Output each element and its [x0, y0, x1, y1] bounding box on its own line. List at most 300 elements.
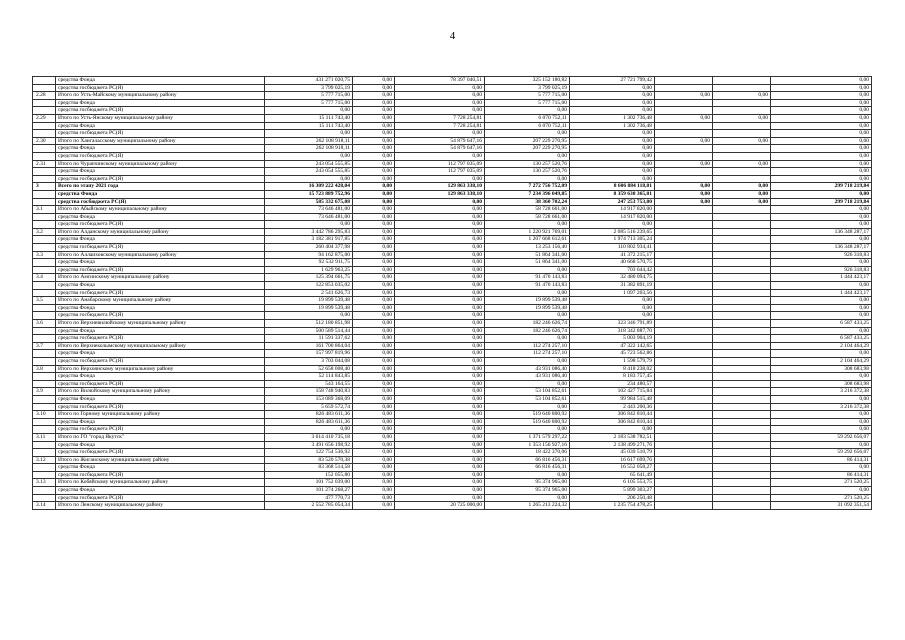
row-name: средства Фонда — [56, 99, 265, 107]
amount-cell — [655, 228, 713, 236]
amount-cell: 0,00 — [395, 259, 485, 267]
amount-cell: 271 520,25 — [771, 494, 872, 502]
row-number — [33, 213, 56, 221]
amount-cell: 206 250,48 — [570, 494, 655, 502]
table-row — [33, 297, 872, 305]
row-number — [33, 221, 56, 229]
amount-cell: 19 899 539,48 — [265, 304, 353, 312]
amount-cell: 0,00 — [655, 198, 713, 206]
amount-cell: 0,00 — [485, 266, 570, 274]
amount-cell: 86 414,31 — [771, 456, 872, 464]
amount-cell — [713, 395, 771, 403]
amount-cell: 0,00 — [771, 411, 872, 419]
amount-cell: 0,00 — [771, 137, 872, 145]
row-name: Итого по Амгинскому муниципальному району — [56, 274, 265, 282]
amount-cell: 0,00 — [353, 190, 395, 198]
amount-cell: 0,00 — [485, 107, 570, 115]
amount-cell — [655, 282, 713, 290]
amount-cell — [713, 350, 771, 358]
table-row — [33, 190, 872, 198]
table-row — [33, 357, 872, 365]
amount-cell: 91 470 143,83 — [485, 274, 570, 282]
amount-cell: 0,00 — [395, 335, 485, 343]
row-number — [33, 190, 56, 198]
amount-cell: 0,00 — [353, 266, 395, 274]
amount-cell: 0,00 — [353, 168, 395, 176]
row-name: средства госбюджета РС(Я) — [56, 426, 265, 434]
amount-cell: 54 879 647,16 — [395, 137, 485, 145]
amount-cell — [655, 327, 713, 335]
row-number: 2.31 — [33, 160, 56, 168]
amount-cell: 58 728 661,00 — [485, 206, 570, 214]
amount-cell: 0,00 — [395, 297, 485, 305]
row-name: средства госбюджета РС(Я) — [56, 380, 265, 388]
amount-cell: 2 104 464,29 — [771, 357, 872, 365]
amount-cell: 0,00 — [353, 114, 395, 122]
amount-cell — [713, 130, 771, 138]
row-number — [33, 152, 56, 160]
amount-cell: 0,00 — [353, 77, 395, 85]
table-row — [33, 114, 872, 122]
amount-cell: 0,00 — [353, 160, 395, 168]
table-row — [33, 471, 872, 479]
amount-cell — [713, 213, 771, 221]
amount-cell: 0,00 — [395, 289, 485, 297]
amount-cell: 182 246 626,74 — [485, 320, 570, 328]
amount-cell: 0,00 — [570, 107, 655, 115]
amount-cell: 0,00 — [395, 99, 485, 107]
amount-cell — [655, 297, 713, 305]
table-row — [33, 289, 872, 297]
amount-cell: 0,00 — [353, 221, 395, 229]
amount-cell — [713, 456, 771, 464]
amount-cell: 19 899 539,48 — [485, 297, 570, 305]
amount-cell: 130 257 520,76 — [485, 168, 570, 176]
amount-cell: 0,00 — [395, 471, 485, 479]
amount-cell: 0,00 — [771, 259, 872, 267]
amount-cell: 0,00 — [353, 335, 395, 343]
amount-cell: 0,00 — [353, 236, 395, 244]
table-row — [33, 373, 872, 381]
amount-cell: 5 659 572,74 — [265, 403, 353, 411]
table-row — [33, 411, 872, 419]
amount-cell: 8 606 884 118,01 — [570, 183, 655, 191]
amount-cell: 2 443 200,36 — [570, 403, 655, 411]
amount-cell: 0,00 — [570, 145, 655, 153]
amount-cell: 110 802 934,41 — [570, 244, 655, 252]
amount-cell: 6 587 433,25 — [771, 335, 872, 343]
table-row — [33, 259, 872, 267]
amount-cell — [713, 84, 771, 92]
amount-cell: 0,00 — [395, 221, 485, 229]
amount-cell: 112 797 035,09 — [395, 160, 485, 168]
row-name: средства госбюджета РС(Я) — [56, 471, 265, 479]
amount-cell: 122 853 035,02 — [265, 282, 353, 290]
table-row — [33, 380, 872, 388]
amount-cell: 65 641,49 — [570, 471, 655, 479]
amount-cell: 6 105 553,75 — [570, 479, 655, 487]
row-number: 3.12 — [33, 456, 56, 464]
amount-cell: 0,00 — [395, 198, 485, 206]
amount-cell: 0,00 — [485, 357, 570, 365]
amount-cell: 519 640 800,92 — [485, 411, 570, 419]
row-name: средства госбюджета РС(Я) — [56, 198, 265, 206]
table-row — [33, 464, 872, 472]
amount-cell: 0,00 — [353, 244, 395, 252]
row-name: средства госбюджета РС(Я) — [56, 152, 265, 160]
amount-cell: 0,00 — [395, 380, 485, 388]
amount-cell: 7 728 254,81 — [395, 122, 485, 130]
amount-cell: 0,00 — [570, 426, 655, 434]
table-row — [33, 221, 872, 229]
amount-cell: 182 246 626,74 — [485, 327, 570, 335]
table-row — [33, 350, 872, 358]
amount-cell: 15 723 889 752,96 — [265, 190, 353, 198]
amount-cell: 15 111 743,40 — [265, 114, 353, 122]
amount-cell — [713, 152, 771, 160]
amount-cell — [655, 479, 713, 487]
amount-cell: 318 342 887,70 — [570, 327, 655, 335]
amount-cell: 0,00 — [353, 373, 395, 381]
amount-cell: 0,00 — [713, 198, 771, 206]
amount-cell — [655, 266, 713, 274]
amount-cell: 3 799 025,19 — [265, 84, 353, 92]
row-name: средства госбюджета РС(Я) — [56, 130, 265, 138]
amount-cell: 112 797 035,09 — [395, 168, 485, 176]
amount-cell: 0,00 — [353, 320, 395, 328]
amount-cell — [713, 327, 771, 335]
amount-cell: 2 183 538 782,51 — [570, 433, 655, 441]
row-number — [33, 236, 56, 244]
amount-cell: 0,00 — [570, 152, 655, 160]
amount-cell — [713, 441, 771, 449]
row-number — [33, 244, 56, 252]
amount-cell: 247 253 753,00 — [570, 198, 655, 206]
amount-cell: 19 899 539,48 — [265, 297, 353, 305]
row-number — [33, 335, 56, 343]
row-name: средства Фонда — [56, 304, 265, 312]
table-row — [33, 342, 872, 350]
row-name: средства госбюджета РС(Я) — [56, 335, 265, 343]
amount-cell: 0,00 — [353, 464, 395, 472]
amount-cell: 260 404 377,98 — [265, 244, 353, 252]
row-name: средства госбюджета РС(Я) — [56, 289, 265, 297]
amount-cell — [713, 357, 771, 365]
row-name: Итого по Анабарскому муниципальному району — [56, 297, 265, 305]
table-row — [33, 449, 872, 457]
amount-cell — [655, 335, 713, 343]
amount-cell: 2 104 464,29 — [771, 342, 872, 350]
amount-cell: 99 984 515,48 — [570, 395, 655, 403]
table-row — [33, 266, 872, 274]
amount-cell: 0,00 — [771, 175, 872, 183]
amount-cell: 8 183 757,45 — [570, 373, 655, 381]
row-name: Итого по Усть-Майскому муниципальному району — [56, 92, 265, 100]
row-number — [33, 418, 56, 426]
amount-cell: 0,00 — [570, 175, 655, 183]
amount-cell: 5 777 715,00 — [485, 92, 570, 100]
amount-cell: 0,00 — [771, 312, 872, 320]
table-row — [33, 456, 872, 464]
amount-cell: 0,00 — [485, 335, 570, 343]
amount-cell: 0,00 — [771, 145, 872, 153]
amount-cell — [655, 221, 713, 229]
amount-cell — [713, 373, 771, 381]
row-number: 3.9 — [33, 388, 56, 396]
amount-cell: 59 292 656,07 — [771, 433, 872, 441]
amount-cell: 1 974 713 305,24 — [570, 236, 655, 244]
row-number — [33, 380, 56, 388]
amount-cell: 431 271 020,75 — [265, 77, 353, 85]
amount-cell: 31 382 891,19 — [570, 282, 655, 290]
amount-cell: 1 444 423,17 — [771, 274, 872, 282]
amount-cell — [713, 403, 771, 411]
amount-cell — [713, 494, 771, 502]
amount-cell: 0,00 — [353, 137, 395, 145]
amount-cell: 0,00 — [395, 274, 485, 282]
row-number — [33, 84, 56, 92]
amount-cell — [713, 251, 771, 259]
amount-cell — [655, 130, 713, 138]
amount-cell: 0,00 — [485, 494, 570, 502]
row-number — [33, 403, 56, 411]
amount-cell: 0,00 — [395, 403, 485, 411]
amount-cell: 0,00 — [395, 251, 485, 259]
amount-cell: 0,00 — [353, 426, 395, 434]
row-number — [33, 327, 56, 335]
amount-cell: 0,00 — [570, 137, 655, 145]
row-name: средства госбюджета РС(Я) — [56, 84, 265, 92]
row-name: средства Фонда — [56, 441, 265, 449]
amount-cell — [713, 282, 771, 290]
amount-cell — [713, 289, 771, 297]
amount-cell — [713, 221, 771, 229]
amount-cell — [713, 168, 771, 176]
amount-cell: 5 899 303,27 — [570, 487, 655, 495]
amount-cell: 0,00 — [485, 471, 570, 479]
row-number — [33, 168, 56, 176]
amount-cell: 0,00 — [771, 297, 872, 305]
amount-cell: 243 054 555,85 — [265, 160, 353, 168]
row-name: средства Фонда — [56, 418, 265, 426]
amount-cell: 0,00 — [353, 107, 395, 115]
amount-cell: 86 414,31 — [771, 471, 872, 479]
amount-cell: 0,00 — [771, 395, 872, 403]
amount-cell: 7 272 756 752,09 — [485, 183, 570, 191]
amount-cell: 0,00 — [353, 502, 395, 510]
amount-cell: 0,00 — [395, 320, 485, 328]
amount-cell: 101 752 039,00 — [265, 479, 353, 487]
table-row — [33, 395, 872, 403]
amount-cell: 0,00 — [485, 403, 570, 411]
amount-cell — [713, 426, 771, 434]
table-row — [33, 487, 872, 495]
amount-cell: 1 598 579,79 — [570, 357, 655, 365]
amount-cell: 0,00 — [771, 190, 872, 198]
amount-cell — [713, 433, 771, 441]
table-row — [33, 304, 872, 312]
table-row — [33, 137, 872, 145]
table-row — [33, 479, 872, 487]
amount-cell: 519 640 800,92 — [485, 418, 570, 426]
amount-cell: 112 274 257,10 — [485, 342, 570, 350]
amount-cell: 78 397 040,51 — [395, 77, 485, 85]
amount-cell: 19 899 539,48 — [485, 304, 570, 312]
amount-cell: 0,00 — [353, 487, 395, 495]
amount-cell: 0,00 — [353, 433, 395, 441]
row-number — [33, 122, 56, 130]
amount-cell: 1 629 963,25 — [265, 266, 353, 274]
row-number — [33, 373, 56, 381]
row-number — [33, 99, 56, 107]
row-name: средства госбюджета РС(Я) — [56, 357, 265, 365]
amount-cell: 306 842 810,44 — [570, 411, 655, 419]
amount-cell: 512 180 851,98 — [265, 320, 353, 328]
amount-cell: 43 931 086,40 — [485, 365, 570, 373]
amount-cell: 3 491 656 198,92 — [265, 441, 353, 449]
amount-cell: 0,00 — [265, 312, 353, 320]
table-row — [33, 77, 872, 85]
amount-cell: 308 683,98 — [771, 365, 872, 373]
amount-cell: 125 394 661,75 — [265, 274, 353, 282]
amount-cell: 14 917 820,00 — [570, 213, 655, 221]
amount-cell: 0,00 — [655, 190, 713, 198]
amount-cell: 0,00 — [771, 426, 872, 434]
amount-cell — [655, 122, 713, 130]
row-number — [33, 259, 56, 267]
row-number — [33, 266, 56, 274]
amount-cell: 0,00 — [353, 471, 395, 479]
amount-cell: 0,00 — [353, 130, 395, 138]
amount-cell — [713, 304, 771, 312]
amount-cell: 0,00 — [395, 395, 485, 403]
amount-cell: 0,00 — [395, 92, 485, 100]
amount-cell: 0,00 — [771, 107, 872, 115]
amount-cell: 0,00 — [353, 206, 395, 214]
row-number — [33, 395, 56, 403]
amount-cell: 95 374 965,00 — [485, 479, 570, 487]
amount-cell: 58 728 661,00 — [485, 213, 570, 221]
amount-cell: 0,00 — [771, 441, 872, 449]
amount-cell: 0,00 — [353, 350, 395, 358]
amount-cell — [655, 456, 713, 464]
data-table — [32, 76, 872, 510]
row-name: Итого по Верхоянскому муниципальному району — [56, 365, 265, 373]
row-name: средства госбюджета РС(Я) — [56, 494, 265, 502]
amount-cell — [655, 350, 713, 358]
amount-cell: 0,00 — [713, 114, 771, 122]
amount-cell: 0,00 — [771, 304, 872, 312]
amount-cell: 2 552 785 054,34 — [265, 502, 353, 510]
amount-cell: 0,00 — [395, 487, 485, 495]
amount-cell: 0,00 — [771, 221, 872, 229]
amount-cell: 0,00 — [570, 168, 655, 176]
table-row — [33, 441, 872, 449]
amount-cell: 0,00 — [485, 289, 570, 297]
amount-cell: 0,00 — [395, 342, 485, 350]
table-row — [33, 418, 872, 426]
amount-cell — [655, 373, 713, 381]
row-name: средства Фонда — [56, 213, 265, 221]
row-number — [33, 471, 56, 479]
amount-cell: 73 646 481,00 — [265, 206, 353, 214]
amount-cell: 0,00 — [395, 411, 485, 419]
amount-cell: 5 003 904,19 — [570, 335, 655, 343]
amount-cell: 0,00 — [353, 449, 395, 457]
amount-cell: 0,00 — [353, 297, 395, 305]
amount-cell — [655, 502, 713, 510]
row-number: 3.1 — [33, 206, 56, 214]
amount-cell — [713, 502, 771, 510]
amount-cell: 3 614 410 735,18 — [265, 433, 353, 441]
amount-cell — [655, 395, 713, 403]
amount-cell: 3 442 786 295,83 — [265, 228, 353, 236]
amount-cell: 0,00 — [395, 449, 485, 457]
row-number: 3.8 — [33, 365, 56, 373]
amount-cell: 7 234 396 049,85 — [485, 190, 570, 198]
row-number — [33, 487, 56, 495]
row-number: 3.13 — [33, 479, 56, 487]
amount-cell — [655, 365, 713, 373]
row-name: Итого по Верхнеколымскому муниципальному району — [56, 342, 265, 350]
amount-cell: 15 111 743,40 — [265, 122, 353, 130]
amount-cell: 45 039 510,79 — [570, 449, 655, 457]
amount-cell — [713, 122, 771, 130]
amount-cell — [655, 357, 713, 365]
row-number: 2.30 — [33, 137, 56, 145]
row-number: 3.14 — [33, 502, 56, 510]
table-row — [33, 175, 872, 183]
amount-cell: 0,00 — [353, 327, 395, 335]
amount-cell: 0,00 — [771, 282, 872, 290]
amount-cell: 0,00 — [395, 213, 485, 221]
amount-cell: 243 054 555,85 — [265, 168, 353, 176]
row-name: средства Фонда — [56, 122, 265, 130]
amount-cell: 18 422 370,06 — [485, 449, 570, 457]
amount-cell: 0,00 — [395, 282, 485, 290]
table-row — [33, 426, 872, 434]
amount-cell: 0,00 — [353, 84, 395, 92]
amount-cell: 1 302 736,48 — [570, 114, 655, 122]
amount-cell — [655, 320, 713, 328]
amount-cell: 0,00 — [395, 266, 485, 274]
amount-cell: 826 483 611,36 — [265, 418, 353, 426]
amount-cell: 0,00 — [265, 152, 353, 160]
amount-cell: 0,00 — [570, 297, 655, 305]
amount-cell — [655, 464, 713, 472]
amount-cell: 0,00 — [353, 289, 395, 297]
amount-cell: 0,00 — [771, 168, 872, 176]
table-row — [33, 327, 872, 335]
amount-cell: 3 182 381 917,85 — [265, 236, 353, 244]
row-number — [33, 107, 56, 115]
row-name: Итого по Жиганскому муниципальному району — [56, 456, 265, 464]
amount-cell — [713, 236, 771, 244]
amount-cell: 0,00 — [570, 130, 655, 138]
amount-cell: 16 552 058,27 — [570, 464, 655, 472]
row-number: 3.6 — [33, 320, 56, 328]
amount-cell — [655, 107, 713, 115]
amount-cell: 129 863 338,10 — [395, 190, 485, 198]
amount-cell: 8 359 630 365,01 — [570, 190, 655, 198]
amount-cell — [713, 335, 771, 343]
amount-cell — [655, 259, 713, 267]
amount-cell: 0,00 — [353, 388, 395, 396]
table-row — [33, 365, 872, 373]
amount-cell: 0,00 — [485, 175, 570, 183]
amount-cell: 31 092 351,54 — [771, 502, 872, 510]
row-name: Итого по Абыйскому муниципальному району — [56, 206, 265, 214]
